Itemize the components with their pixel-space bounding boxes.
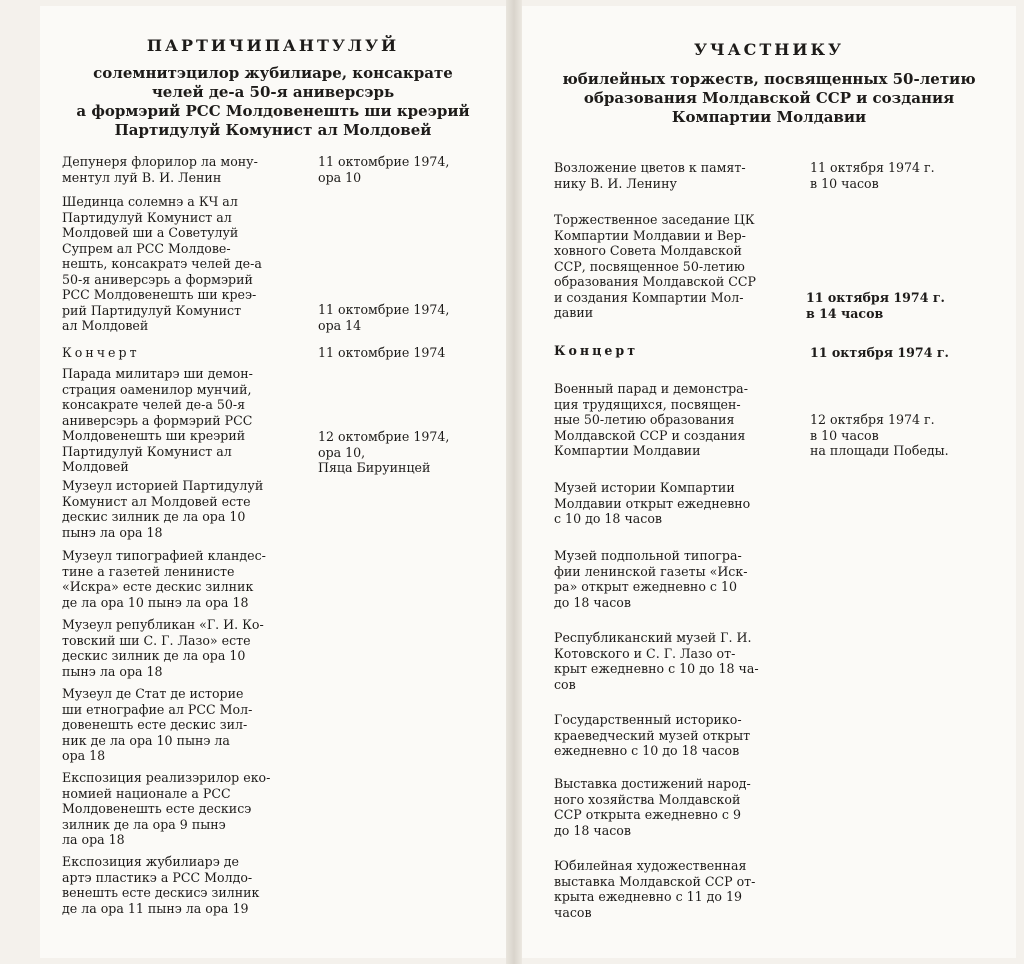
right-item-1-date: 11 октября 1974 г. в 10 часов [810, 160, 935, 191]
right-item-6-text: Музей подпольной типогра- фии ленинской газеты «Иск- ра» открыт ежедневно с 10 до 18 часов [554, 548, 748, 610]
left-item-1-date: 11 октомбрие 1974, ора 10 [318, 154, 450, 185]
right-item-2-date: 11 октября 1974 г. в 14 часов [806, 290, 945, 321]
left-item-8-text: Музеул де Стат де историе ши етнографие ал РСС Мол- довенешть есте дескис зил- ник де ла ора 10 пынэ ла ора 18 [62, 686, 253, 763]
left-item-2-text: Шединца солемнэ а КЧ ал Партидулуй Комунист ал Молдовей ши а Советулуй Супрем ал РСС Молдове- нешть, консакратэ челей де-а 50-я аниверсэрь а формэрий РСС Молдовенешть ши креэ- рий Партидулуй Комунист ал Молдовей [62, 194, 262, 333]
left-item-4-text: Парада милитарэ ши демон- страция оаменилор мунчий, консакрате челей де-а 50-я аниверсэрь а формэрий РСС Молдовенешть ши креэрий Партидулуй Комунист ал Молдовей [62, 366, 253, 474]
right-item-4-date: 12 октября 1974 г. в 10 часов на площади Победы. [810, 412, 949, 458]
right-subtitle: юбилейных торжеств, посвященных 50-летию образования Молдавской ССР и создания Компартии Молдавии [562, 70, 976, 126]
right-item-7-text: Республиканский музей Г. И. Котовского и С. Г. Лазо от- крыт ежедневно с 10 до 18 ча- сов [554, 630, 759, 692]
right-item-1-text: Возложение цветов к памят- нику В. И. Ленину [554, 160, 746, 191]
left-item-3-text: Кончерт [62, 345, 140, 360]
right-item-3-date: 11 октября 1974 г. [810, 345, 949, 360]
left-item-6-text: Музеул типографией кландес- тине а газетей лениниcте «Искра» есте дескис зилник де ла ора 10 пынэ ла ора 18 [62, 548, 266, 610]
left-subtitle: солемнитэцилор жубилиаре, консакрате челей де-а 50-я аниверсэрь а формэрий РСС Молдовенешть ши креэрий Партидулуй Комунист ал Молдовей [76, 64, 470, 139]
right-item-2-text: Торжественное заседание ЦК Компартии Молдавии и Вер- ховного Совета Молдавской ССР, посвященное 50-летию образования Молдавской ССР и создания Компартии Мол- давии [554, 212, 756, 320]
left-item-1-text: Депунеря флорилор ла мону- ментул луй В. И. Ленин [62, 154, 258, 185]
left-item-3-date: 11 октомбрие 1974 [318, 345, 446, 360]
right-item-8-text: Государственный историко- краеведческий музей открыт ежедневно с 10 до 18 часов [554, 712, 751, 758]
right-item-4-text: Военный парад и демонстра- ция трудящихся, посвящен- ные 50-летию образования Молдавской ССР и создания Компартии Молдавии [554, 381, 748, 458]
left-item-2-date: 11 октомбрие 1974, ора 14 [318, 302, 450, 333]
left-item-4-date: 12 октомбрие 1974, ора 10, Пяца Бируинцей [318, 429, 450, 475]
right-page [522, 6, 1016, 958]
left-item-10-text: Експозиция жубилиарэ де артэ пластикэ а РСС Молдо- венешть есте дескисэ зилник де ла ора 11 пынэ ла ора 19 [62, 854, 260, 916]
left-title: ПАРТИЧИПАНТУЛУЙ [146, 36, 400, 55]
left-page [40, 6, 506, 958]
book-spine [506, 0, 522, 964]
left-item-5-text: Музеул историей Партидулуй Комунист ал Молдовей есте дескис зилник де ла ора 10 пынэ ла ора 18 [62, 478, 264, 540]
right-title: УЧАСТНИКУ [693, 40, 845, 59]
right-item-3-text: Концерт [554, 343, 638, 358]
left-item-9-text: Експозиция реализэрилор еко- номией национале а РСС Молдовенешть есте дескисэ зилник де ла ора 9 пынэ ла ора 18 [62, 770, 271, 847]
right-item-5-text: Музей истории Компартии Молдавии открыт ежедневно с 10 до 18 часов [554, 480, 751, 526]
left-item-7-text: Музеул републикан «Г. И. Ко- товский ши С. Г. Лазо» есте дескис зилник де ла ора 10 пынэ ла ора 18 [62, 617, 264, 679]
right-item-9-text: Выставка достижений народ- ного хозяйства Молдавской ССР открыта ежедневно с 9 до 18 часов [554, 776, 751, 838]
right-item-10-text: Юбилейная художественная выставка Молдавской ССР от- крыта ежедневно с 11 до 19 часов [554, 858, 756, 920]
